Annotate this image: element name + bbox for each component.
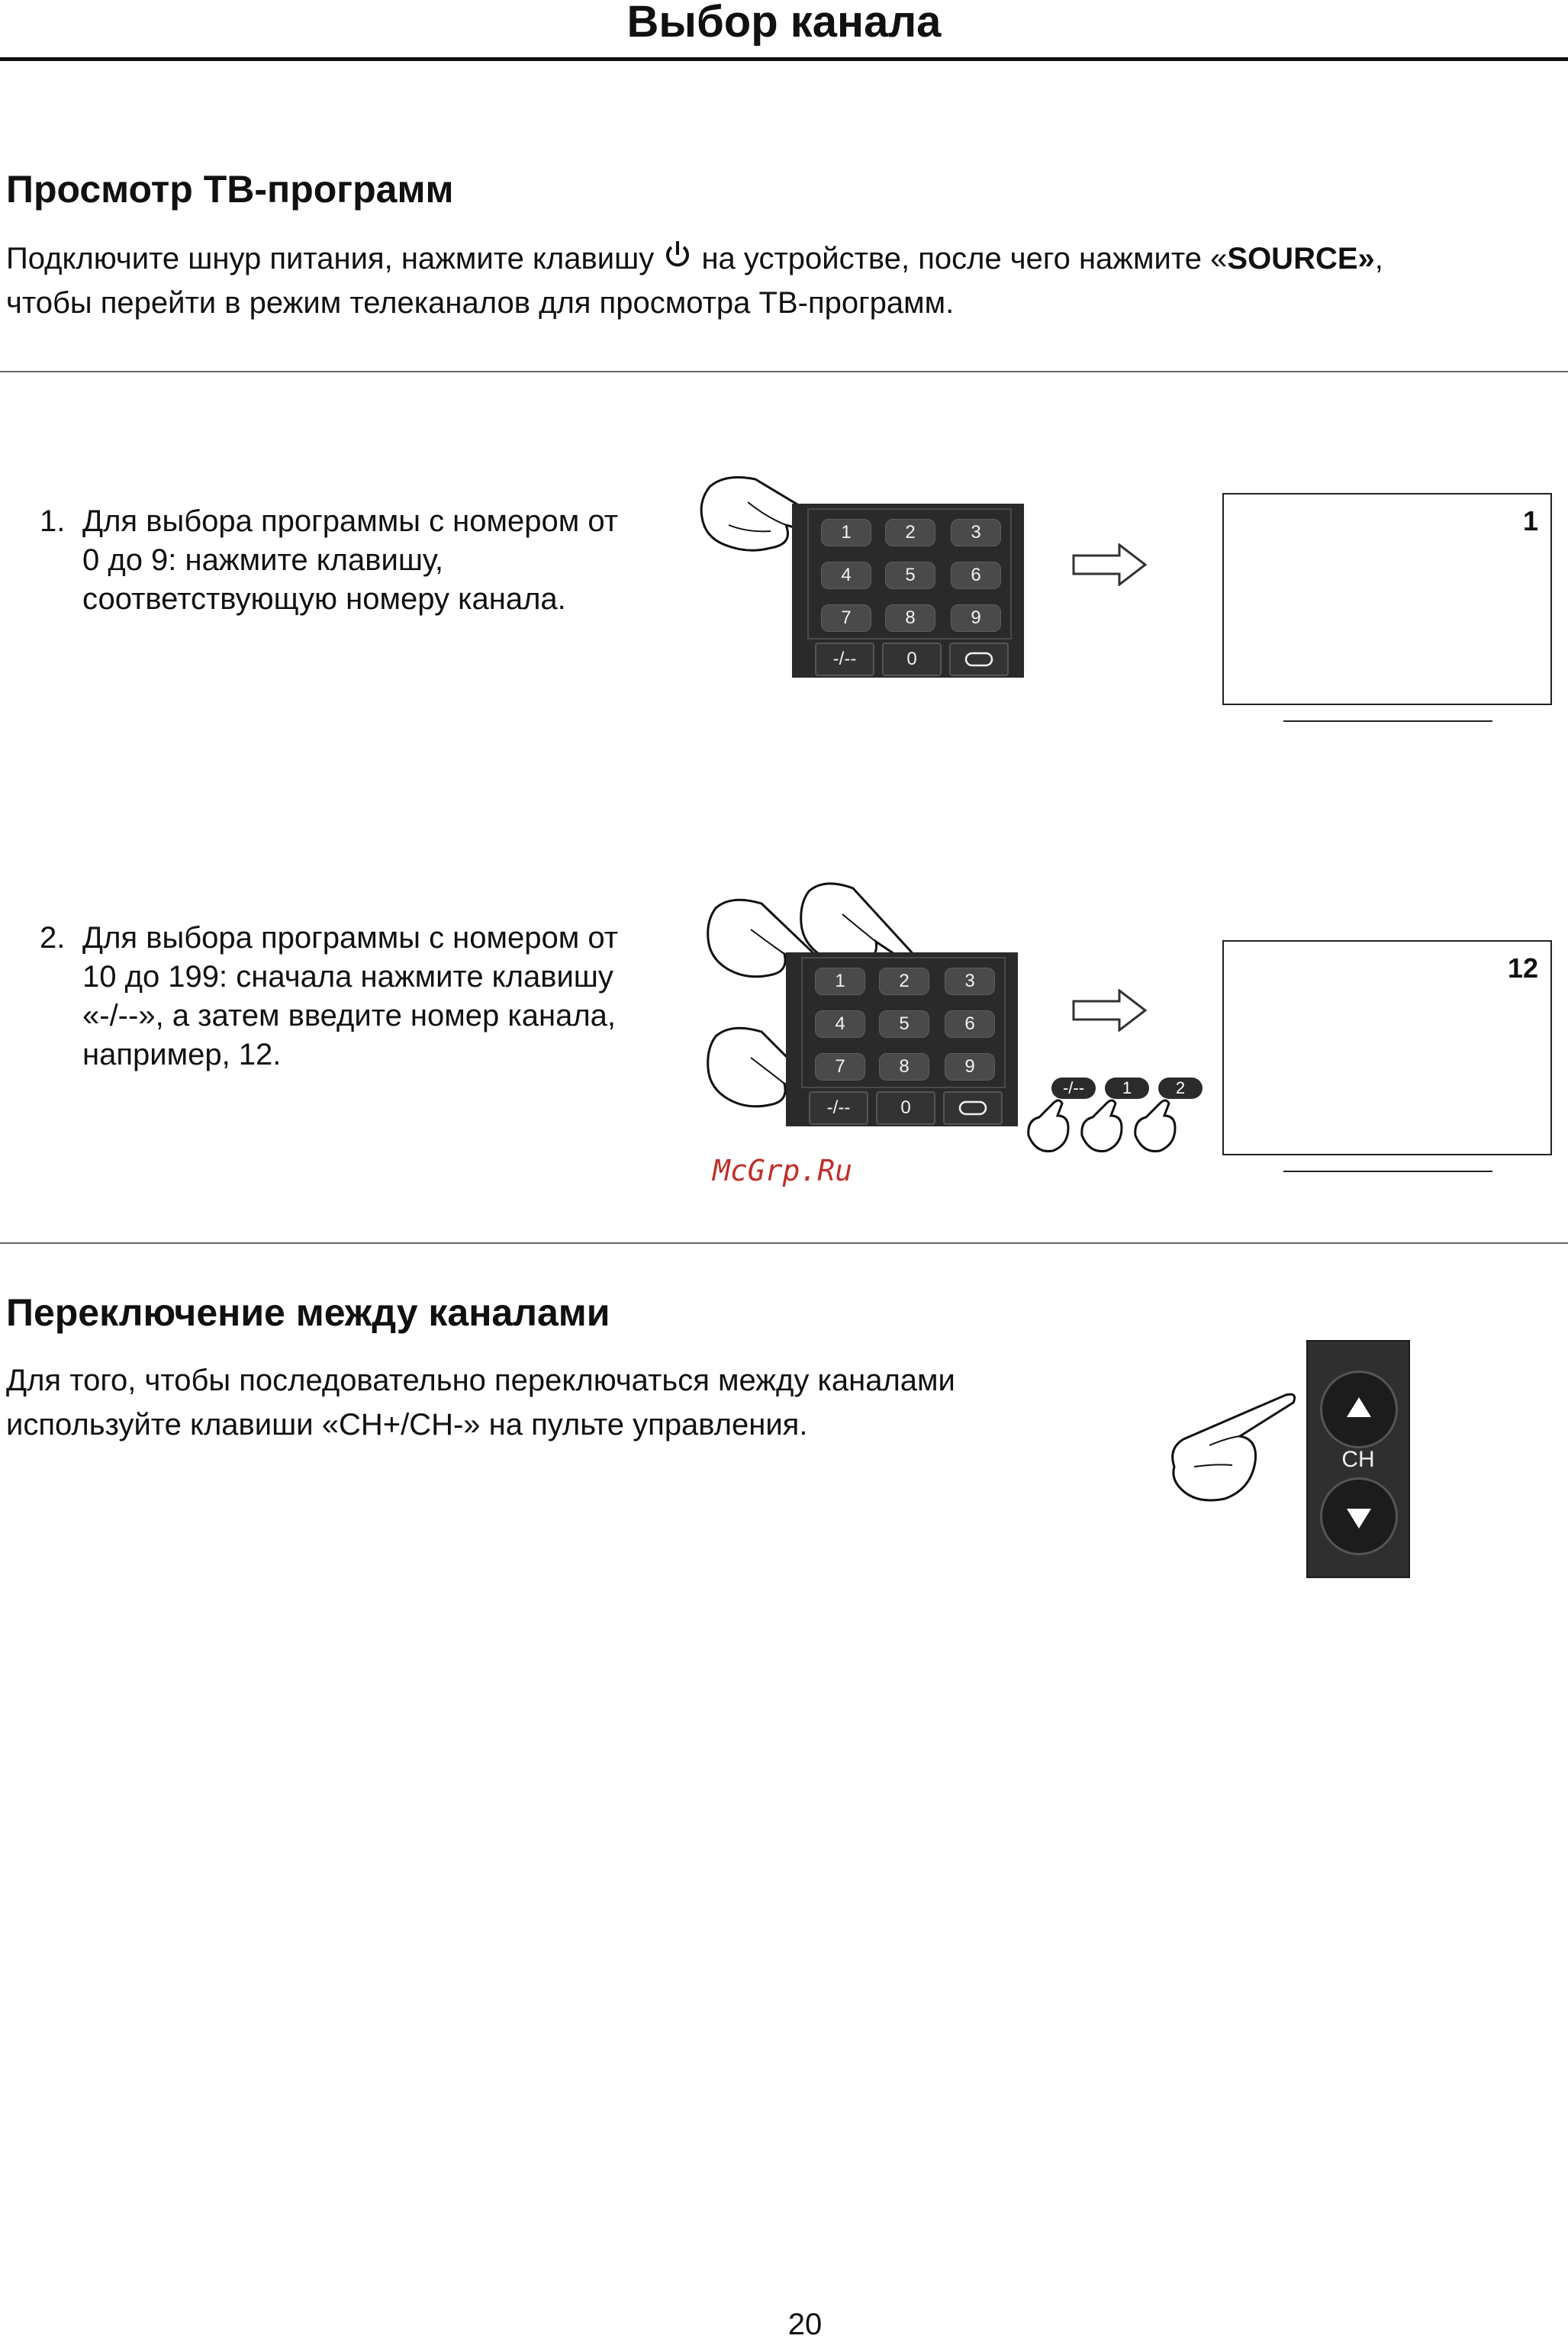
key-digits-toggle[interactable]: -/--: [815, 643, 874, 676]
key-5[interactable]: 5: [885, 562, 935, 589]
key-4[interactable]: 4: [815, 1010, 865, 1038]
key-2[interactable]: 2: [879, 968, 929, 995]
pointing-hand-icon: [1129, 1097, 1186, 1155]
step-1-line: соответствующую номеру канала.: [82, 582, 566, 616]
section-heading-watch: Просмотр ТВ-программ: [6, 168, 454, 211]
key-8[interactable]: 8: [885, 604, 935, 632]
pointing-hand-icon: [1022, 1097, 1079, 1155]
key-3[interactable]: 3: [951, 519, 1001, 546]
tv-screen-2: [1222, 940, 1552, 1155]
key-0[interactable]: 0: [876, 1091, 935, 1125]
step-1: [40, 502, 696, 624]
keypad-2: [786, 952, 1018, 1126]
key-7[interactable]: 7: [815, 1053, 865, 1081]
tv-screen-1: [1222, 493, 1552, 705]
keypad-1: [792, 504, 1024, 678]
divider-2: [0, 1242, 1568, 1244]
tv-channel-number: 1: [1522, 505, 1538, 536]
step-2-line: 10 до 199: сначала нажмите клавишу: [82, 960, 613, 994]
key-5[interactable]: 5: [879, 1010, 929, 1038]
step-2-line: например, 12.: [82, 1038, 282, 1071]
triangle-down-icon: [1322, 1480, 1396, 1553]
intro-line-1: Подключите шнур питания, нажмите клавишу на устройстве, после чего нажмите «SOURCE»,: [6, 237, 1383, 282]
channel-down-button[interactable]: [1320, 1477, 1398, 1555]
step-2-line: Для выбора программы с номером от: [82, 921, 619, 955]
step-1-number: 1.: [40, 504, 66, 538]
key-1[interactable]: 1: [821, 519, 871, 546]
page-number: 20: [787, 2308, 823, 2341]
watermark: McGrp.Ru: [713, 1154, 853, 1187]
section-heading-switch: Переключение между каналами: [6, 1291, 610, 1334]
arrow-right-icon: [1072, 989, 1148, 1032]
key-1[interactable]: 1: [815, 968, 865, 995]
sequence-key-1: 1: [1105, 1078, 1149, 1099]
key-9[interactable]: 9: [951, 604, 1001, 632]
key-0[interactable]: 0: [882, 643, 942, 676]
sequence-key-2: 2: [1158, 1078, 1203, 1099]
title-rule: [0, 57, 1568, 61]
step-2-line: «-/--», а затем введите номер канала,: [82, 999, 617, 1032]
key-digits-toggle[interactable]: -/--: [809, 1091, 868, 1125]
triangle-up-icon: [1322, 1373, 1396, 1446]
channel-up-button[interactable]: [1320, 1371, 1398, 1448]
intro-line-2: чтобы перейти в режим телеканалов для просмотра ТВ-программ.: [6, 286, 955, 320]
page-title: Выбор канала: [626, 0, 942, 47]
key-2[interactable]: 2: [885, 519, 935, 546]
key-6[interactable]: 6: [945, 1010, 995, 1038]
switch-line-2: используйте клавиши «CH+/CH-» на пульте управления.: [6, 1408, 808, 1442]
step-2: [40, 919, 711, 1079]
switch-line-1: Для того, чтобы последовательно переключаться между каналами: [6, 1364, 955, 1397]
key-7[interactable]: 7: [821, 604, 871, 632]
tv-channel-number: 12: [1507, 952, 1538, 984]
recall-icon[interactable]: [943, 1091, 1003, 1125]
step-1-line: 0 до 9: нажмите клавишу,: [82, 543, 444, 577]
step-2-number: 2.: [40, 921, 66, 955]
step-1-line: Для выбора программы с номером от: [82, 504, 619, 538]
recall-icon[interactable]: [949, 643, 1009, 676]
divider-1: [0, 371, 1568, 372]
key-3[interactable]: 3: [945, 968, 995, 995]
key-8[interactable]: 8: [879, 1053, 929, 1081]
ch-remote: [1306, 1340, 1410, 1578]
pointing-hand-icon: [1164, 1390, 1316, 1505]
power-icon: [662, 238, 693, 269]
sequence-key-digits-toggle: -/--: [1051, 1078, 1096, 1099]
key-9[interactable]: 9: [945, 1053, 995, 1081]
key-4[interactable]: 4: [821, 562, 871, 589]
pointing-hand-icon: [1076, 1097, 1132, 1155]
ch-label: CH: [1341, 1447, 1375, 1472]
tv-stand-2: [1283, 1171, 1492, 1172]
key-6[interactable]: 6: [951, 562, 1001, 589]
arrow-right-icon: [1072, 543, 1148, 586]
tv-stand-1: [1283, 720, 1492, 722]
